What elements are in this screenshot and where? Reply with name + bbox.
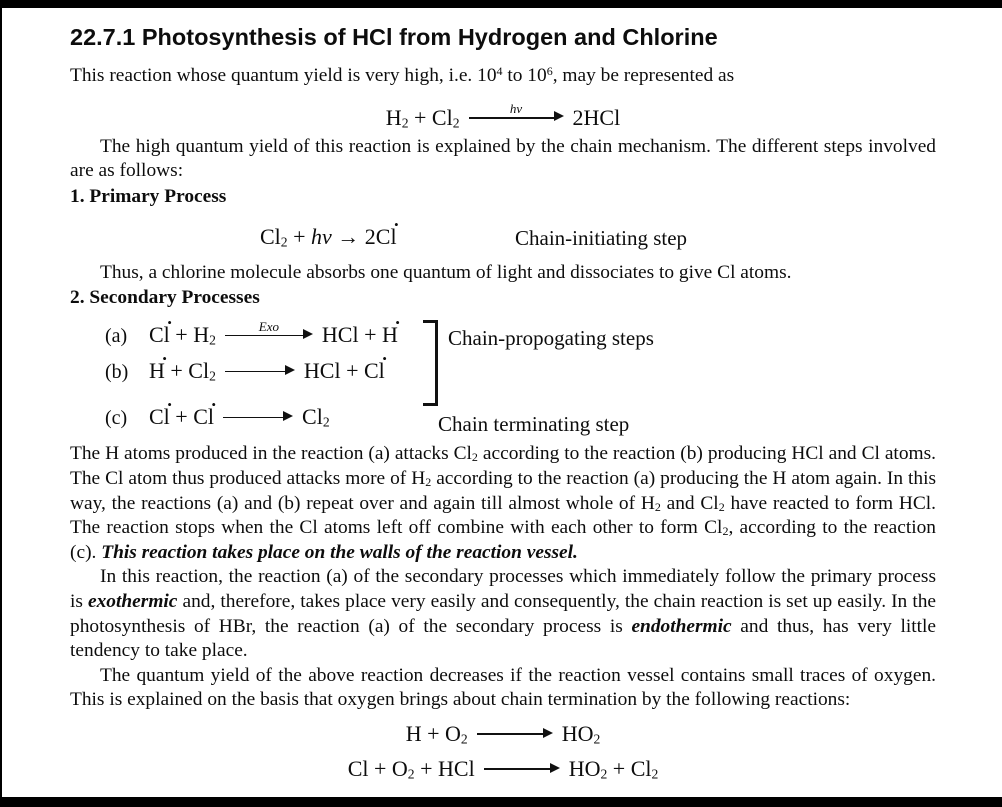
text-segment: to 10 <box>502 65 547 87</box>
primary-equation <box>260 224 397 249</box>
text-segment: have reacted to form HCl. The reaction stops when the Cl atoms left off combine with each other to form Cl <box>70 492 936 539</box>
text-segment: + Cl <box>164 358 210 384</box>
text-segment: according to the reaction (a) producing the H atom again. In this way, the reactions (a) and (b) repeat over and again till almost whole of H <box>70 467 937 514</box>
text-segment: 2 <box>593 731 601 747</box>
radical-species: Cl • <box>193 404 214 430</box>
arrow-condition-label: Exo <box>258 318 280 334</box>
reaction-arrow <box>225 370 295 374</box>
in-this-reaction-paragraph <box>70 565 936 663</box>
text-segment: 6 <box>546 64 553 79</box>
text-segment: 2 <box>209 368 216 384</box>
top-border-bar <box>0 0 1002 8</box>
text-segment: H <box>385 104 402 130</box>
radical-species: Cl • <box>149 322 170 348</box>
text-segment: 2 <box>460 731 468 747</box>
text-segment: H + O <box>405 720 461 746</box>
radical-species: 2Cl • <box>365 224 397 250</box>
text-segment: HO <box>568 755 601 781</box>
section-title: 22.7.1 Photosynthesis of HCl from Hydrogen and Chlorine <box>70 24 718 50</box>
reaction-b-row <box>70 358 936 396</box>
reaction-c-tag: (c) <box>105 407 128 430</box>
text-segment: exothermic <box>88 590 178 612</box>
text-segment: 2 <box>452 115 460 131</box>
text-segment: 2 <box>600 766 608 782</box>
text-segment: 2 <box>322 414 330 430</box>
primary-equation-row <box>70 218 936 256</box>
reaction-arrow <box>225 318 313 338</box>
text-segment: 2 <box>718 499 725 514</box>
text-segment: This reaction takes place on the walls of the reaction vessel. <box>101 541 578 563</box>
text-segment: 2 <box>651 766 659 782</box>
chain-initiating-label: Chain-initiating step <box>515 225 688 250</box>
radical-species: H • <box>149 358 165 384</box>
text-segment: 2 <box>722 524 729 539</box>
left-border-line <box>0 0 2 807</box>
reaction-arrow <box>477 732 553 736</box>
text-segment: 2 <box>407 766 415 782</box>
text-segment: HCl + <box>321 322 382 348</box>
text-segment: + HCl <box>414 755 475 781</box>
arrow-condition-label: hν <box>509 100 523 116</box>
text-segment: and thus, has very little tendency to take place. <box>70 615 936 662</box>
text-segment: 2 <box>209 332 216 348</box>
text-segment: , according to the reaction (c). <box>70 517 936 563</box>
text-segment: This reaction whose quantum yield is very high, i.e. 10 <box>70 65 497 87</box>
text-segment: + Cl <box>408 104 453 130</box>
text-segment: endothermic <box>631 615 732 637</box>
text-segment: 2HCl <box>572 104 621 130</box>
text-segment: + H <box>169 322 210 348</box>
text-segment: In this reaction, the reaction (a) of the secondary processes which immediately follow the primary process is <box>70 566 936 612</box>
text-segment: according to the reaction (b) producing HCl and Cl atoms. The Cl atom thus produced attacks more of H <box>70 443 936 489</box>
chain-propagating-label: Chain-propogating steps <box>448 326 654 351</box>
text-segment: Cl <box>260 223 281 249</box>
thus-paragraph: Thus, a chlorine molecule absorbs one quantum of light and dissociates to give Cl atoms. <box>100 261 792 283</box>
oxygen-equation-2 <box>70 754 936 789</box>
reaction-arrow <box>469 100 564 120</box>
quantum-yield-paragraph: The quantum yield of the above reaction decreases if the reaction vessel contains small traces of oxygen. This is explained on the basis that oxygen brings about chain termination by the following reactions: <box>70 664 936 711</box>
reaction-a-equation <box>149 318 398 348</box>
text-segment: and, therefore, takes place very easily and consequently, the chain reaction is set up easily. In the photosynthesis of HBr, the reaction (a) of the secondary process is <box>70 590 937 637</box>
text-segment: + <box>287 223 312 249</box>
text-segment: Cl + O <box>347 755 408 781</box>
chain-terminating-label: Chain terminating step <box>438 412 630 437</box>
secondary-reactions-block <box>70 314 936 442</box>
text-segment: and Cl <box>660 492 719 514</box>
reaction-a-tag: (a) <box>105 325 128 348</box>
text-segment: 2 <box>401 115 409 131</box>
radical-species: Cl • <box>364 358 385 384</box>
text-segment: Cl <box>302 404 323 430</box>
text-segment: → <box>331 223 365 249</box>
grouping-bracket <box>423 320 438 406</box>
text-segment: HCl + <box>303 358 364 384</box>
primary-process-heading: 1. Primary Process <box>70 185 227 207</box>
text-segment: 2 <box>654 499 661 514</box>
reaction-arrow <box>223 416 293 420</box>
radical-species: Cl • <box>149 404 170 430</box>
secondary-processes-heading: 2. Secondary Processes <box>70 287 260 309</box>
text-segment: HO <box>561 720 594 746</box>
text-segment: 2 <box>425 475 432 490</box>
mechanism-paragraph: The high quantum yield of this reaction is explained by the chain mechanism. The different steps involved are as follows: <box>70 135 936 182</box>
radical-species: H • <box>382 322 398 348</box>
main-equation <box>70 89 936 131</box>
text-segment: 4 <box>496 64 503 79</box>
reaction-c-equation <box>149 404 330 429</box>
text-segment: 2 <box>471 450 478 465</box>
reaction-b-tag: (b) <box>105 361 129 384</box>
text-segment: , may be represented as <box>552 65 735 87</box>
text-segment: hν <box>311 223 332 249</box>
text-segment: The H atoms produced in the reaction (a) attacks Cl <box>70 443 472 465</box>
oxygen-equation-1 <box>70 719 936 754</box>
intro-paragraph <box>70 64 936 89</box>
text-segment: + Cl <box>607 755 652 781</box>
bottom-border-bar <box>0 797 1002 807</box>
text-segment: + <box>169 404 194 430</box>
reaction-b-equation <box>149 358 385 383</box>
h-atoms-paragraph <box>70 442 936 565</box>
reaction-arrow <box>484 767 560 771</box>
text-segment: 2 <box>280 234 288 250</box>
